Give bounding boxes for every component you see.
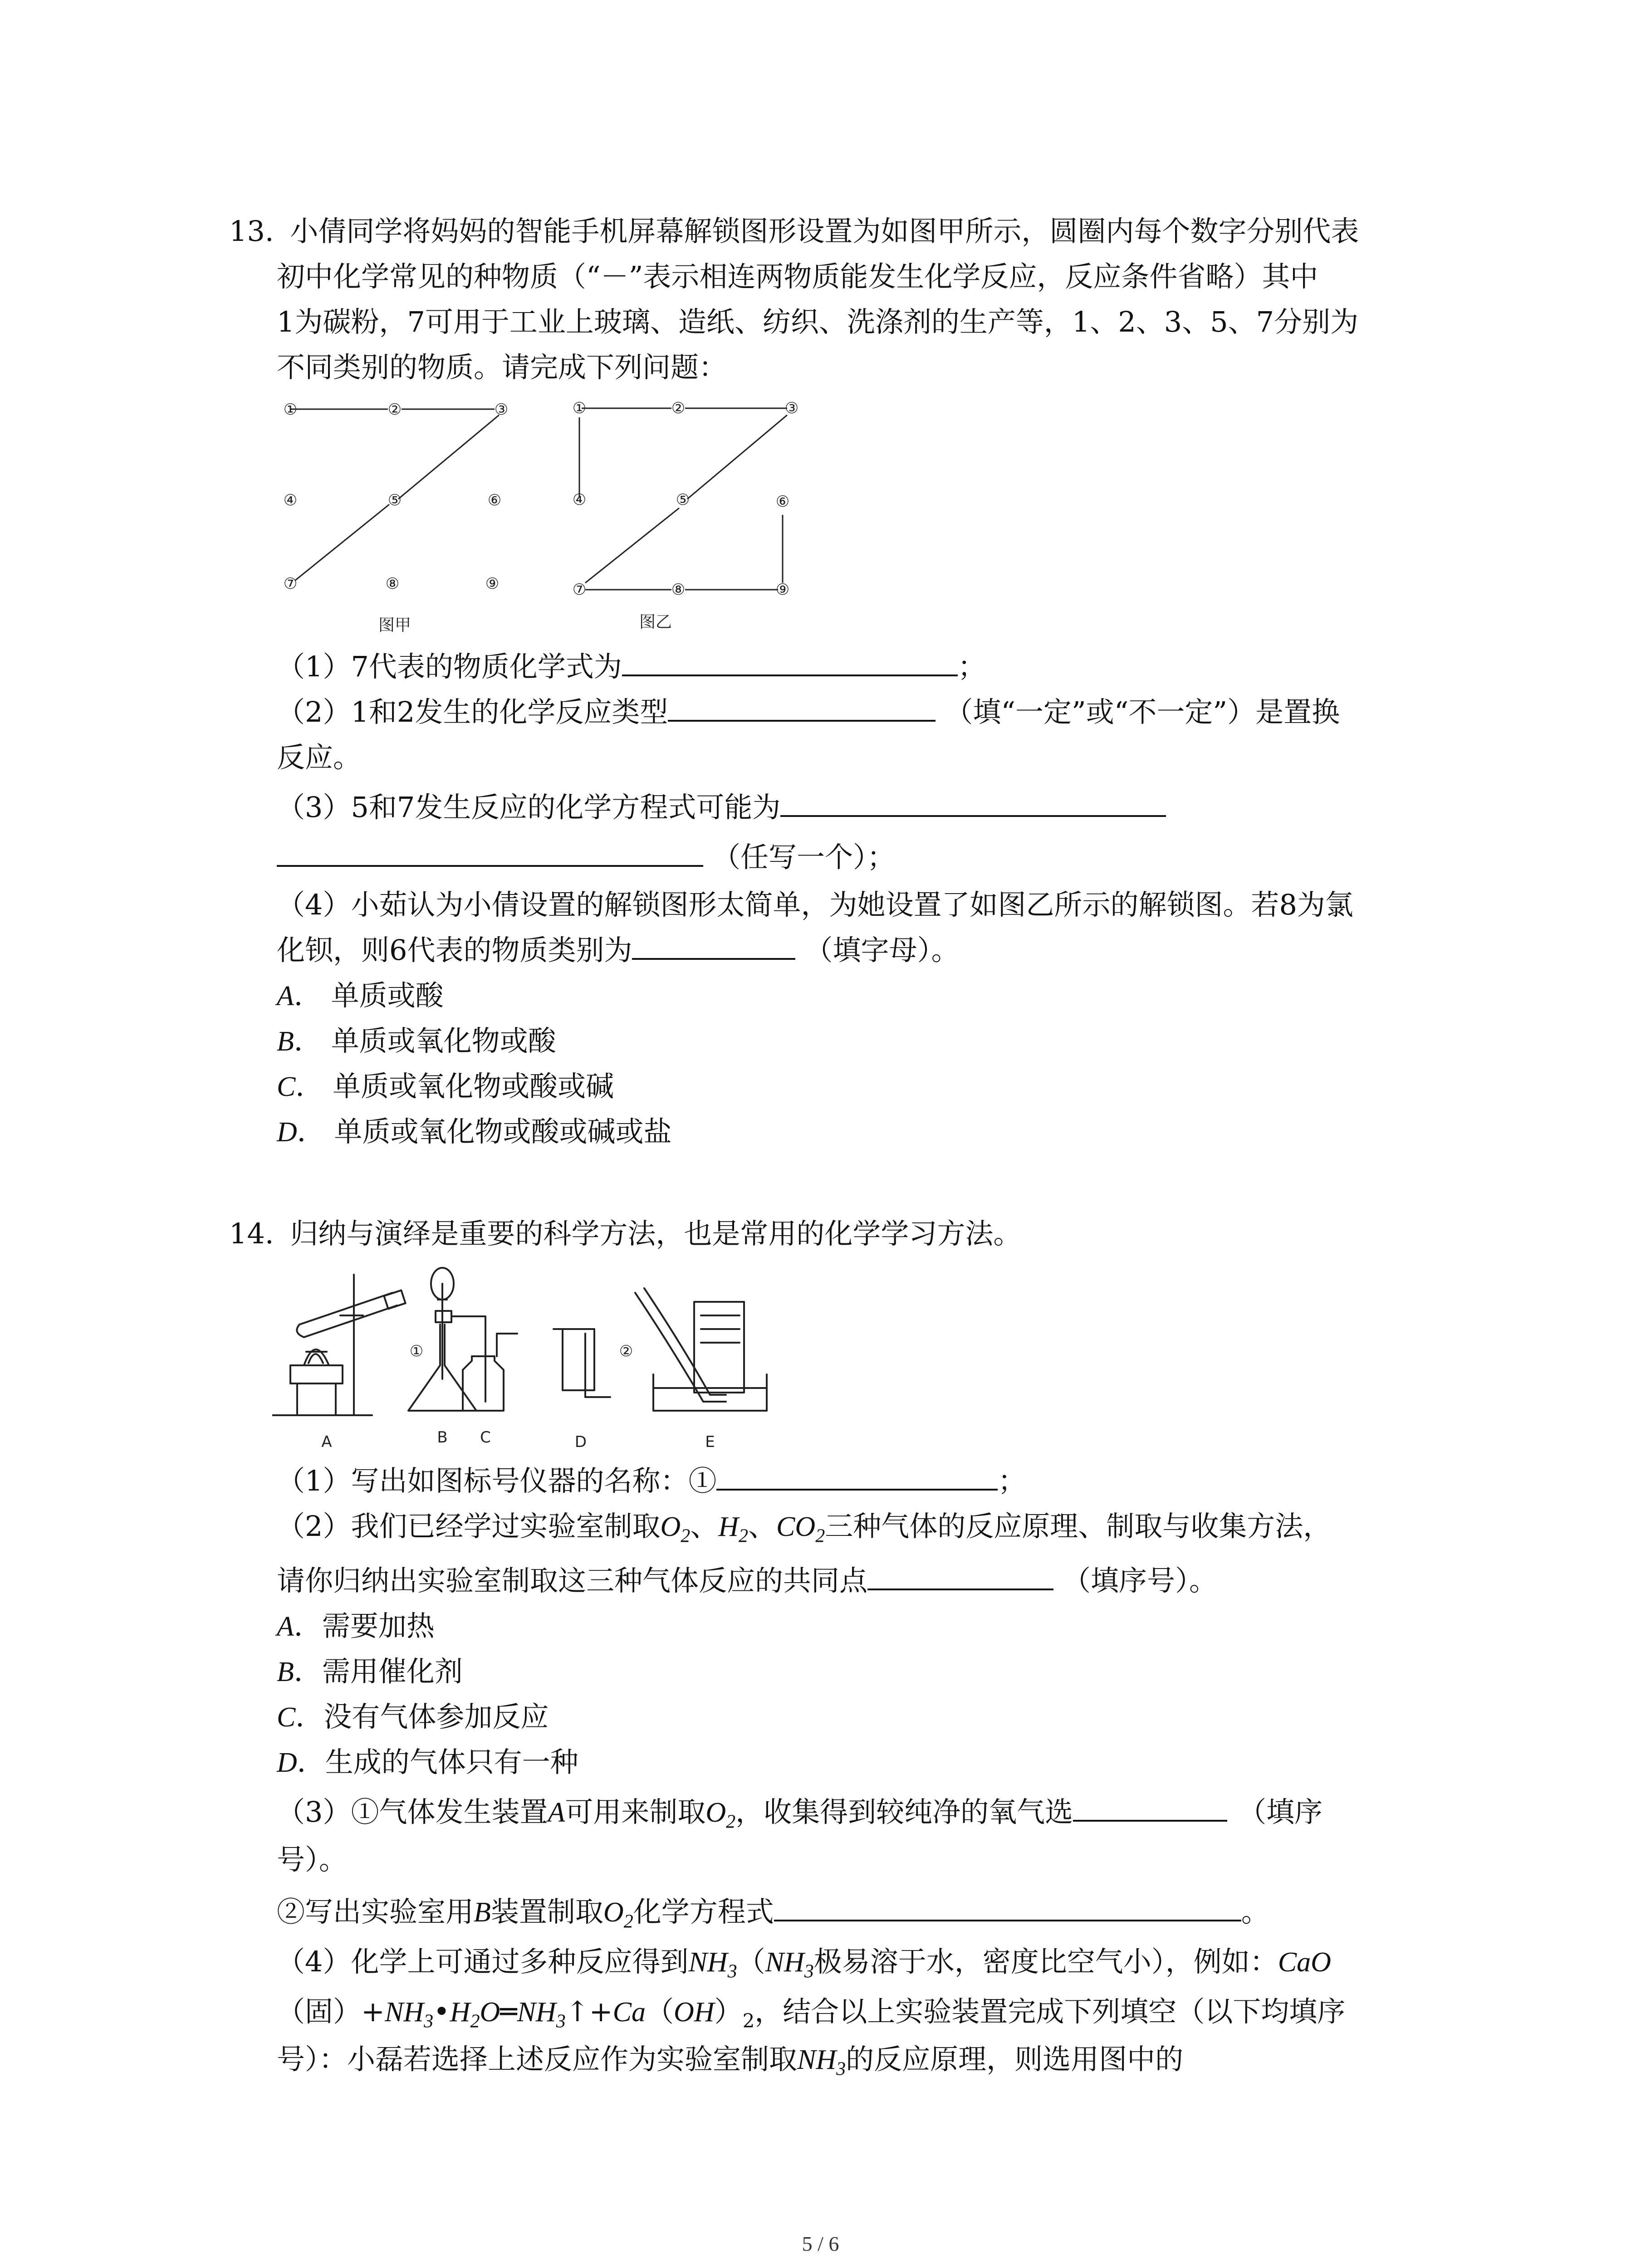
q13-option-d: D． 单质或氧化物或酸或碱或盐 — [277, 1115, 672, 1148]
node-2-jia: ② — [387, 401, 402, 419]
q13-intro-1: 小倩同学将妈妈的智能手机屏幕解锁图形设置为如图甲所示，圆圈内每个数字分别代表 — [290, 215, 1359, 248]
q13-option-a: A． 单质或酸 — [277, 979, 444, 1012]
node-1-jia: ① — [283, 401, 298, 419]
node-3-jia: ③ — [494, 401, 509, 419]
node-2-yi: ② — [671, 399, 686, 417]
q14-line-1 — [229, 1216, 1021, 1252]
unlock-pattern-figure-yi — [560, 383, 814, 637]
q14-answer-blank-1[interactable] — [716, 1463, 998, 1491]
node-8-jia: ⑧ — [385, 575, 400, 593]
q13-part-4-cont: 化钡，则6代表的物质类别为 （填字母）。 — [277, 934, 960, 967]
node-5-yi: ⑤ — [676, 491, 690, 509]
q14-answer-blank-3b[interactable] — [774, 1894, 1241, 1921]
q13-part-1: （1）7代表的物质化学式为 ； — [277, 650, 986, 683]
q13-part-2-cont: 反应。 — [277, 741, 362, 774]
q13-part-3-cont: （任写一个）； — [277, 839, 895, 875]
q13-option-b: B． 单质或氧化物或酸 — [277, 1024, 556, 1057]
q14-number: 14. — [229, 1217, 274, 1250]
q14-part-4: （4）化学上可通过多种反应得到$NH_3(NH_3$极易溶于水，密度比空气小），例如：CaO — [277, 1945, 1331, 1982]
q13-part-3: （3）5和7发生反应的化学方程式可能为 — [277, 789, 1166, 826]
marker-1: ① — [409, 1342, 424, 1360]
q14-option-a: A．需要加热 — [277, 1609, 435, 1642]
q13-answer-blank-3a[interactable] — [780, 790, 1166, 817]
page-number: 5 / 6 — [802, 2232, 839, 2255]
caption-jia: 图甲 — [378, 616, 411, 635]
marker-2: ② — [619, 1342, 633, 1360]
label-d: D — [574, 1433, 587, 1451]
node-6-jia: ⑥ — [487, 491, 502, 509]
node-8-yi: ⑧ — [671, 581, 686, 599]
node-4-yi: ④ — [572, 491, 587, 509]
node-7-yi: ⑦ — [572, 581, 587, 599]
unlock-pattern-figure-jia — [272, 390, 526, 644]
q13-part-2: （2）1和2发生的化学反应类型 （填“一定”或“不一定”）是置换 — [277, 695, 1340, 728]
q13-answer-blank-3b[interactable] — [277, 840, 703, 867]
node-5-jia: ⑤ — [387, 491, 402, 509]
q14-part-3: （3）①气体发生装置A可用来制取$O_2$，收集得到较纯净的氧气选 （填序 — [277, 1795, 1323, 1833]
node-9-jia: ⑨ — [485, 575, 500, 593]
lab-apparatus-figure — [272, 1266, 780, 1456]
q13-option-c: C． 单质或氧化物或酸或碱 — [277, 1070, 614, 1103]
q13-part-4: （4）小茹认为小倩设置的解锁图形太简单，为她设置了如图乙所示的解锁图。若8为氯 — [277, 888, 1353, 921]
q13-intro-4: 不同类别的物质。请完成下列问题： — [277, 351, 727, 384]
q14-answer-blank-3a[interactable] — [1073, 1794, 1227, 1822]
q13-line-1 — [229, 213, 1359, 249]
q13-answer-blank-2[interactable] — [668, 694, 936, 722]
q13-intro-2: 初中化学常见的种物质（“－”表示相连两物质能发生化学反应，反应条件省略）其中 — [277, 260, 1318, 293]
label-a: A — [321, 1433, 332, 1451]
q13-number: 13. — [229, 215, 274, 248]
node-7-jia: ⑦ — [283, 575, 298, 593]
q13-intro-3: 1为碳粉，7可用于工业上玻璃、造纸、纺织、洗涤剂的生产等，1、2、3、5、7分别为 — [277, 305, 1359, 338]
q14-part-3-2: ②写出实验室用B装置制取$O_2$化学方程式 。 — [277, 1895, 1269, 1932]
q14-answer-blank-2[interactable] — [867, 1563, 1053, 1590]
label-e: E — [705, 1433, 715, 1451]
q14-part-4-eq: （固）$+NH_3•H_2O═NH_3↑+Ca(OH)_2$，结合以上实验装置完成下列填空（以下均填序 — [277, 1995, 1346, 2032]
q13-answer-blank-4[interactable] — [632, 933, 795, 960]
caption-yi: 图乙 — [639, 613, 672, 631]
label-c: C — [480, 1428, 491, 1447]
label-b: B — [437, 1428, 448, 1447]
node-4-jia: ④ — [283, 491, 298, 509]
node-1-yi: ① — [572, 399, 587, 417]
q14-option-d: D．生成的气体只有一种 — [277, 1745, 578, 1779]
node-3-yi: ③ — [784, 399, 799, 417]
q14-option-c: C．没有气体参加反应 — [277, 1700, 549, 1733]
q14-part-4-cont: 号）：小磊若选择上述反应作为实验室制取$NH_3$的反应原理，则选用图中的 — [277, 2043, 1184, 2080]
q14-part-2: （2）我们已经学过实验室制取$O_2$、$H_2$、$CO_2$三种气体的反应原理、制取与收集方法， — [277, 1510, 1332, 1547]
q14-part-3-cont: 号）。 — [277, 1843, 348, 1876]
node-6-yi: ⑥ — [775, 493, 790, 511]
q14-part-1: （1）写出如图标号仪器的名称：① ； — [277, 1464, 1026, 1497]
q13-answer-blank-1[interactable] — [622, 649, 958, 676]
q14-part-2-cont: 请你归纳出实验室制取这三种气体反应的共同点 （填序号）。 — [277, 1564, 1218, 1597]
node-9-yi: ⑨ — [775, 581, 790, 599]
q14-option-b: B．需用催化剂 — [277, 1655, 463, 1688]
q14-intro: 归纳与演绎是重要的科学方法，也是常用的化学学习方法。 — [290, 1217, 1022, 1250]
